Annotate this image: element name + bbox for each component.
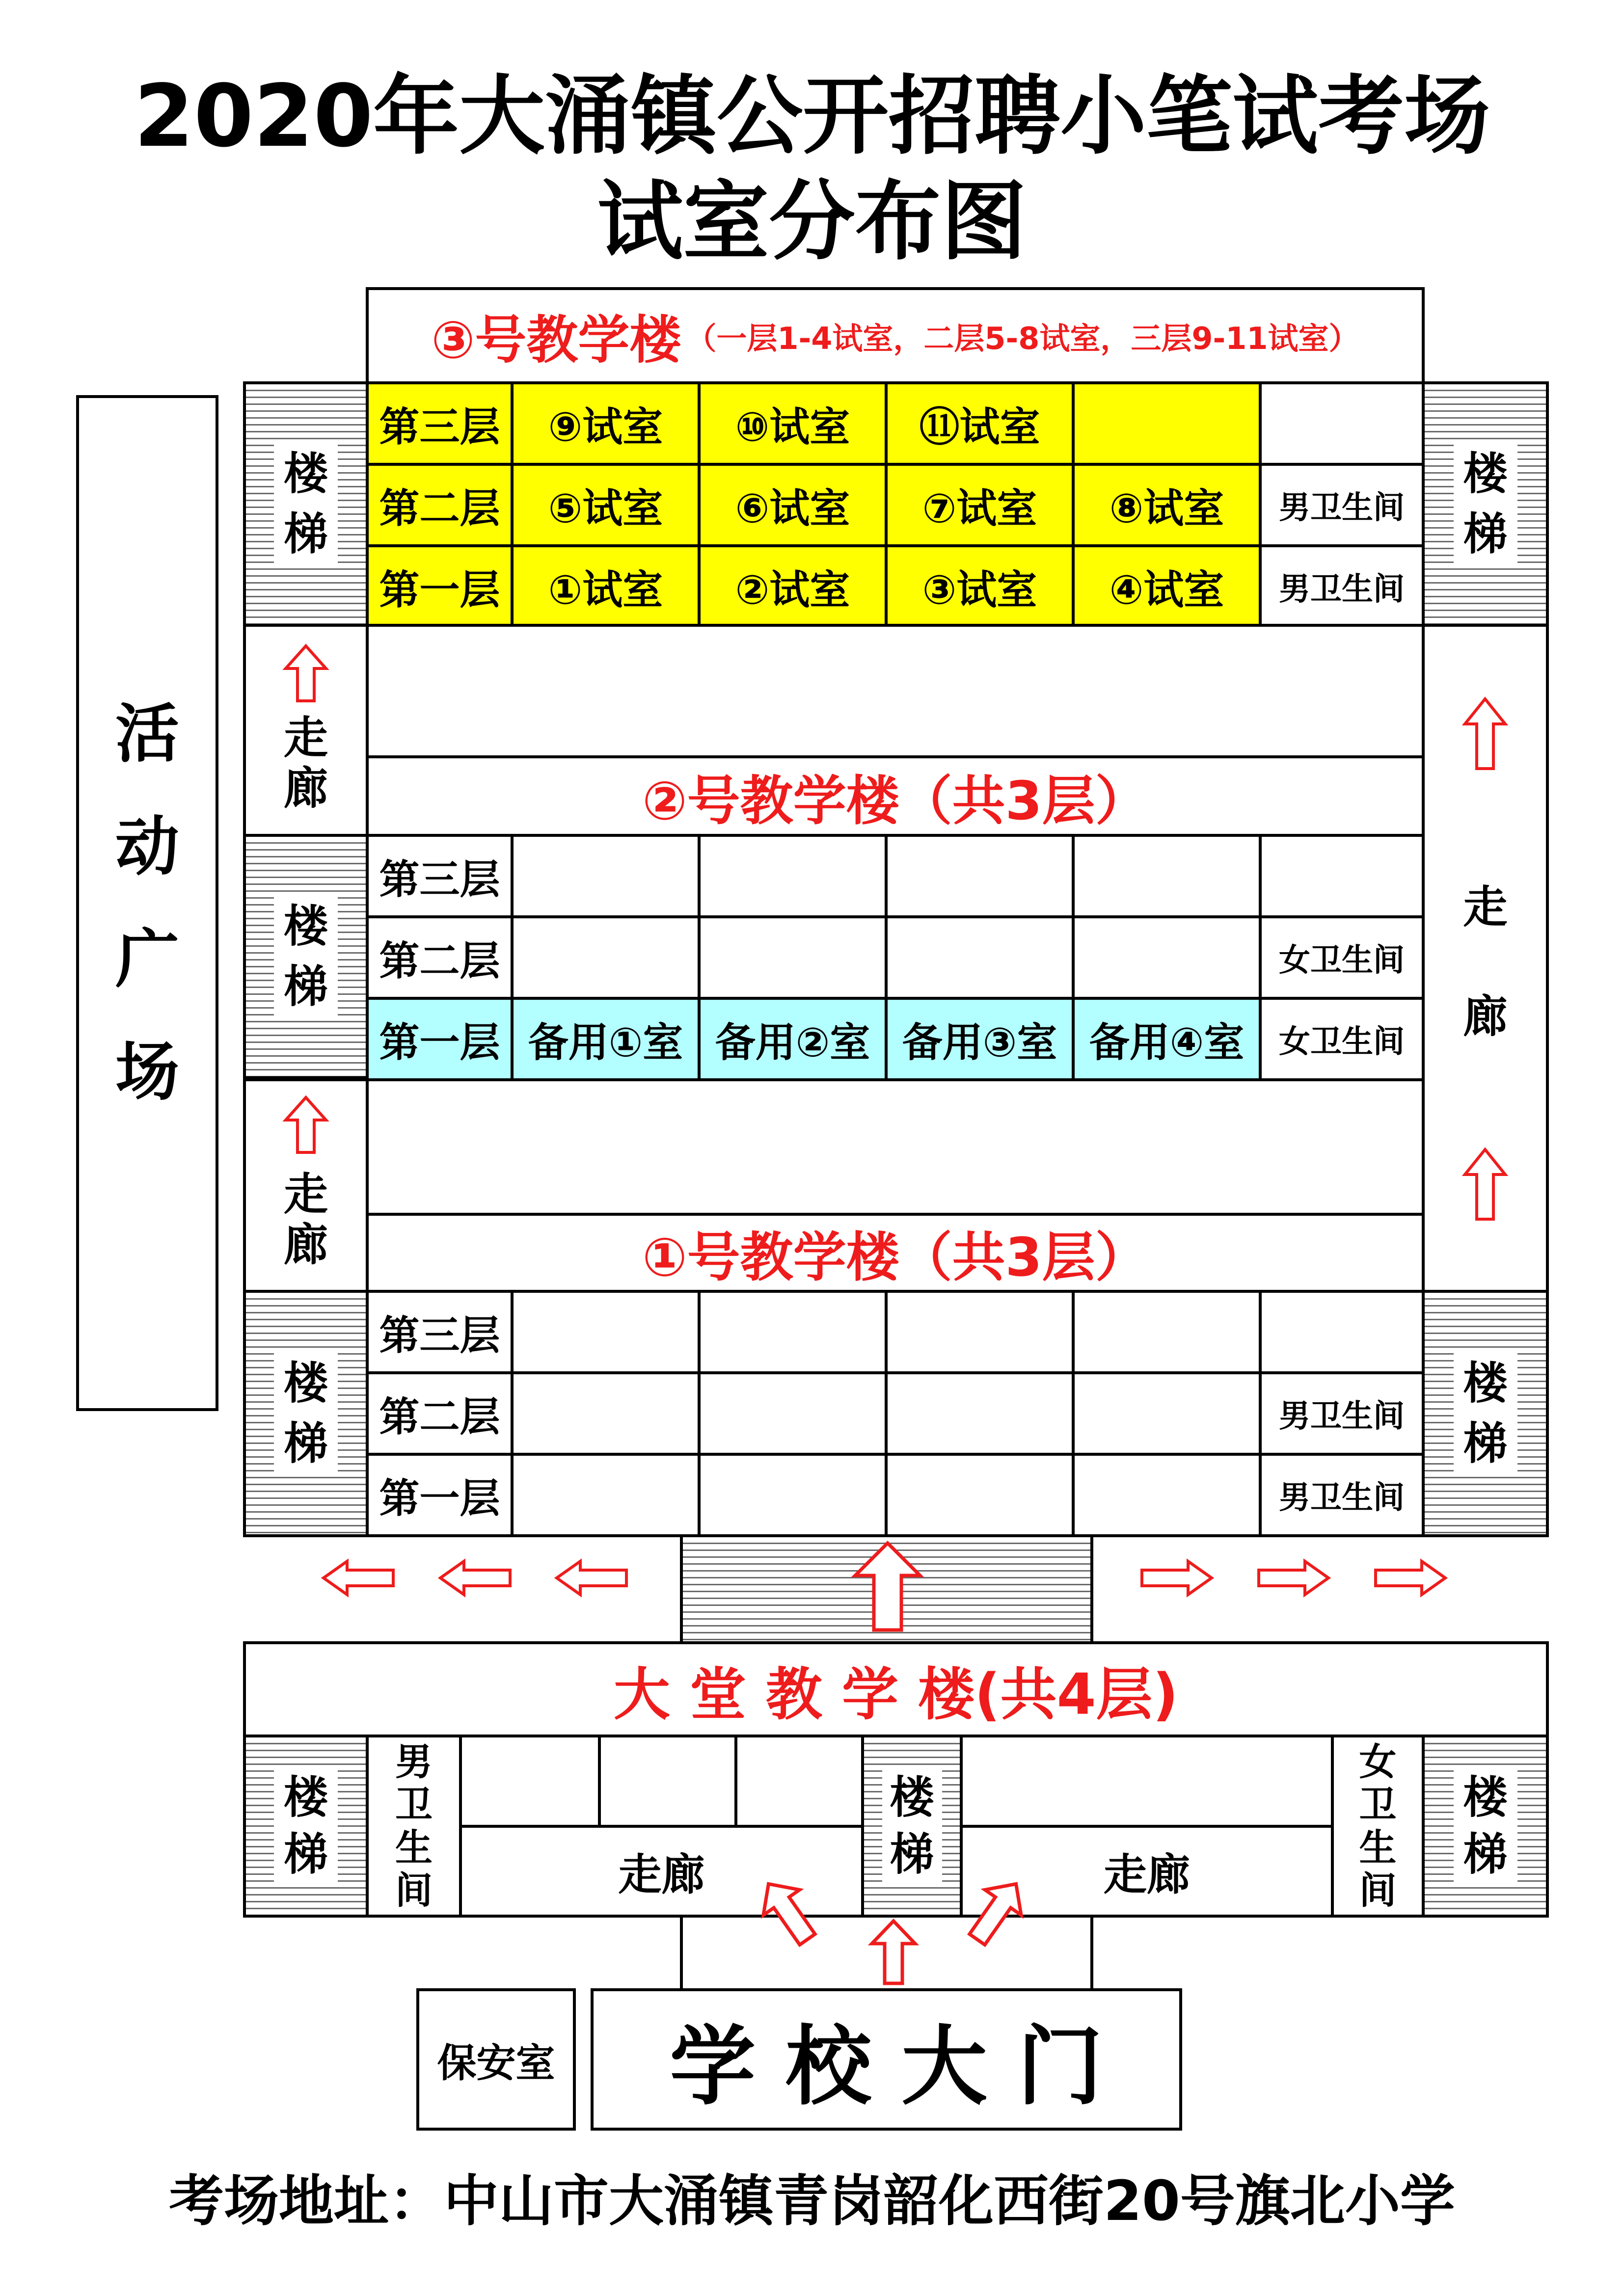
- restroom: 男卫生间: [1259, 1371, 1425, 1456]
- plaza-char: 场: [115, 1034, 179, 1109]
- room: [885, 1453, 1075, 1537]
- building-1-header: [366, 1213, 1425, 1293]
- arrow-up-icon: [284, 1095, 328, 1154]
- spare-room: 备用③室: [885, 997, 1075, 1081]
- security-room: 保安室: [416, 1988, 576, 2131]
- corridor-label: 走 廊: [1463, 881, 1508, 1042]
- restroom-female: 女 卫 生 间: [1331, 1735, 1425, 1918]
- activity-plaza: [76, 395, 218, 1411]
- room: [1072, 834, 1262, 918]
- floor-label: 第一层: [366, 1453, 514, 1537]
- restroom: 男卫生间: [1259, 544, 1425, 629]
- restroom: 男卫生间: [1259, 1453, 1425, 1537]
- page-title: [0, 67, 1624, 272]
- corridor-label: 走 廊: [284, 1168, 328, 1271]
- room: [885, 834, 1075, 918]
- exam-room: ④试室: [1072, 544, 1262, 629]
- open-area: [366, 1078, 1425, 1216]
- exam-room: ②试室: [698, 544, 888, 629]
- plaza-char: 动: [115, 809, 179, 884]
- floor-label: 第一层: [366, 544, 514, 629]
- restroom: 男卫生间: [1259, 463, 1425, 547]
- stairs-label: 楼 梯: [1422, 1735, 1549, 1918]
- spare-room: 备用④室: [1072, 997, 1262, 1081]
- room: [511, 1453, 701, 1537]
- room: [511, 1290, 701, 1374]
- arrow-up-left-icon: [751, 1875, 825, 1949]
- arrow-up-icon: [853, 1541, 922, 1632]
- room: [598, 1735, 737, 1828]
- restroom: 女卫生间: [1259, 915, 1425, 1000]
- arrow-up-right-icon: [960, 1875, 1033, 1949]
- building-1-name: ①号教学楼（共3层）: [642, 1227, 1148, 1288]
- room: [698, 1290, 888, 1374]
- room: [698, 1371, 888, 1456]
- plaza-char: 活: [115, 696, 179, 771]
- arrow-right-icon: [1374, 1559, 1447, 1597]
- exam-room: ⑦试室: [885, 463, 1075, 547]
- arrow-up-icon: [869, 1919, 918, 1985]
- building-3-note: （一层1-4试室，二层5-8试室，三层9-11试室）: [686, 320, 1359, 356]
- arrow-up-icon: [1463, 697, 1507, 771]
- arrow-right-icon: [1257, 1559, 1330, 1597]
- spare-room: 备用②室: [698, 997, 888, 1081]
- hall-corridor-right: 走廊: [960, 1825, 1334, 1918]
- restroom: [1259, 1290, 1425, 1374]
- room: [960, 1735, 1334, 1828]
- corridor-label: 走 廊: [284, 712, 328, 814]
- building-2-name: ②号教学楼（共3层）: [642, 770, 1148, 832]
- exam-room: ⑨试室: [511, 381, 701, 466]
- room: [1072, 1371, 1262, 1456]
- restroom: [1259, 381, 1425, 466]
- stairs-label: 楼 梯: [1422, 1290, 1549, 1537]
- stairs-label: 楼 梯: [243, 1290, 369, 1537]
- arrow-up-icon: [284, 644, 328, 703]
- floor-label: 第二层: [366, 1371, 514, 1456]
- floor-label: 第二层: [366, 463, 514, 547]
- room: [511, 1371, 701, 1456]
- room: [698, 1453, 888, 1537]
- arrow-up-icon: [1463, 1148, 1507, 1221]
- room: [885, 1371, 1075, 1456]
- stairs-label: 楼 梯: [243, 381, 369, 627]
- gate-wall-right: [1090, 1915, 1093, 1988]
- room: [1072, 1453, 1262, 1537]
- exam-room: ①试室: [511, 544, 701, 629]
- exam-room: ⑥试室: [698, 463, 888, 547]
- building-3-header: [366, 287, 1425, 384]
- title-line-2: 试室分布图: [597, 172, 1027, 272]
- open-area: [366, 624, 1425, 758]
- arrow-left-icon: [555, 1559, 628, 1597]
- exam-room: ⑤试室: [511, 463, 701, 547]
- plaza-char: 广: [115, 922, 179, 996]
- room: [734, 1735, 864, 1828]
- building-3-name: ③号教学楼: [431, 310, 681, 370]
- room: [885, 1290, 1075, 1374]
- title-line-1: 2020年大涌镇公开招聘小笔试考场: [134, 67, 1490, 166]
- gate-wall-left: [680, 1915, 683, 1988]
- exam-room: ⑩试室: [698, 381, 888, 466]
- arrow-left-icon: [438, 1559, 512, 1597]
- exam-room: ⑧试室: [1072, 463, 1262, 547]
- restroom-male: 男 卫 生 间: [366, 1735, 462, 1918]
- room: [698, 915, 888, 1000]
- room: [698, 834, 888, 918]
- room: [511, 834, 701, 918]
- room: [1072, 915, 1262, 1000]
- stairs-label: 楼 梯: [243, 1735, 369, 1918]
- floor-label: 第三层: [366, 834, 514, 918]
- room: [1259, 834, 1425, 918]
- hall-building-header: [243, 1641, 1549, 1737]
- building-2-header: [366, 755, 1425, 837]
- exam-room: [1072, 381, 1262, 466]
- floor-label: 第三层: [366, 381, 514, 466]
- floor-label: 第一层: [366, 997, 514, 1081]
- room: [459, 1735, 601, 1828]
- floor-label: 第二层: [366, 915, 514, 1000]
- floor-label: 第三层: [366, 1290, 514, 1374]
- stairs-label: 楼 梯: [1422, 381, 1549, 627]
- exam-room: ③试室: [885, 544, 1075, 629]
- hall-building-name: 大 堂 教 学 楼(共4层): [613, 1661, 1179, 1728]
- school-gate: 学 校 大 门: [591, 1988, 1182, 2131]
- room: [885, 915, 1075, 1000]
- room: [1072, 1290, 1262, 1374]
- spare-room: 备用①室: [511, 997, 701, 1081]
- restroom: 女卫生间: [1259, 997, 1425, 1081]
- room: [511, 915, 701, 1000]
- exam-address: 考场地址：中山市大涌镇青岗韶化西街20号旗北小学: [169, 2169, 1455, 2233]
- stairs-label: 楼 梯: [861, 1735, 963, 1918]
- stairs-label: 楼 梯: [243, 834, 369, 1079]
- exam-room: ⑪试室: [885, 381, 1075, 466]
- hall-corridor-left: 走廊: [459, 1825, 864, 1918]
- arrow-right-icon: [1140, 1559, 1214, 1597]
- arrow-left-icon: [322, 1559, 395, 1597]
